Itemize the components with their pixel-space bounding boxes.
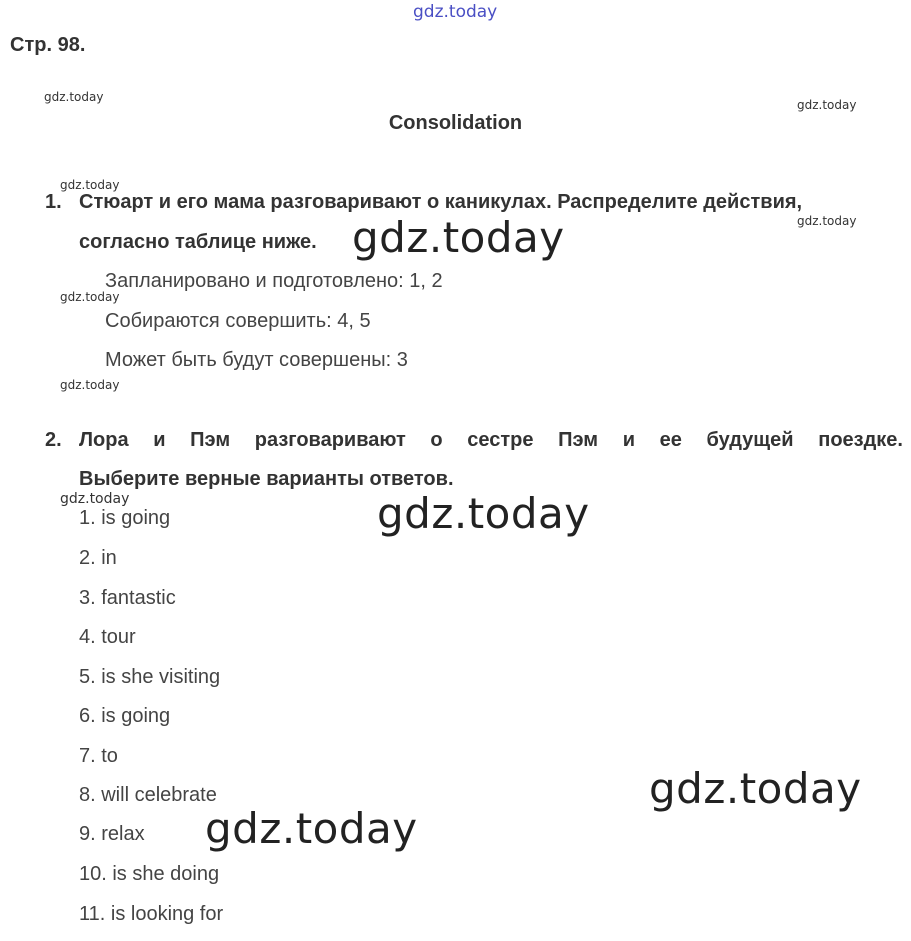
task-2-answer: 5. is she visiting <box>79 666 221 688</box>
task-1-answer: Может быть будут совершены: 3 <box>105 349 408 371</box>
watermark-small: gdz.today <box>60 378 120 392</box>
watermark-large: gdz.today <box>649 764 862 813</box>
task-2-answer: 4. tour <box>79 626 136 648</box>
watermark-large: gdz.today <box>377 489 590 538</box>
task-2-answer: 3. fantastic <box>79 587 176 609</box>
task-2-answer: 2. in <box>79 547 117 569</box>
task-2-answer: 1. is going <box>79 507 171 529</box>
task-1-heading-line1: Стюарт и его мама разговаривают о каникулах. Распределите действия, <box>79 191 803 213</box>
task-2-answer: 11. is looking for <box>79 903 224 925</box>
task-2-answer: 9. relax <box>79 823 145 845</box>
page-number: Стр. 98. <box>10 34 86 56</box>
watermark-large: gdz.today <box>352 213 565 262</box>
task-2-answer: 6. is going <box>79 705 171 727</box>
task-2-heading-line2: Выберите верные варианты ответов. <box>79 468 454 490</box>
task-2-answer: 10. is she doing <box>79 863 220 885</box>
task-2-answer: 8. will celebrate <box>79 784 217 806</box>
watermark-small: gdz.today <box>797 98 857 112</box>
task-1-answer: Запланировано и подготовлено: 1, 2 <box>105 270 443 292</box>
task-1-answer: Собираются совершить: 4, 5 <box>105 310 371 332</box>
watermark-large: gdz.today <box>205 804 418 853</box>
watermark-small: gdz.today <box>797 214 857 228</box>
watermark-small: gdz.today <box>60 491 130 507</box>
task-1-heading-line2: согласно таблице ниже. <box>79 231 317 253</box>
watermark-small: gdz.today <box>44 90 104 104</box>
task-2-heading-line1: Лора и Пэм разговаривают о сестре Пэм и ее будущей поездке. <box>79 429 903 451</box>
site-watermark-top: gdz.today <box>413 2 498 22</box>
watermark-small: gdz.today <box>60 290 120 304</box>
watermark-small: gdz.today <box>60 178 120 192</box>
task-1-number: 1. <box>45 191 62 213</box>
section-title: Consolidation <box>388 112 523 134</box>
task-2-answer: 7. to <box>79 745 118 767</box>
task-2-number: 2. <box>45 429 62 451</box>
